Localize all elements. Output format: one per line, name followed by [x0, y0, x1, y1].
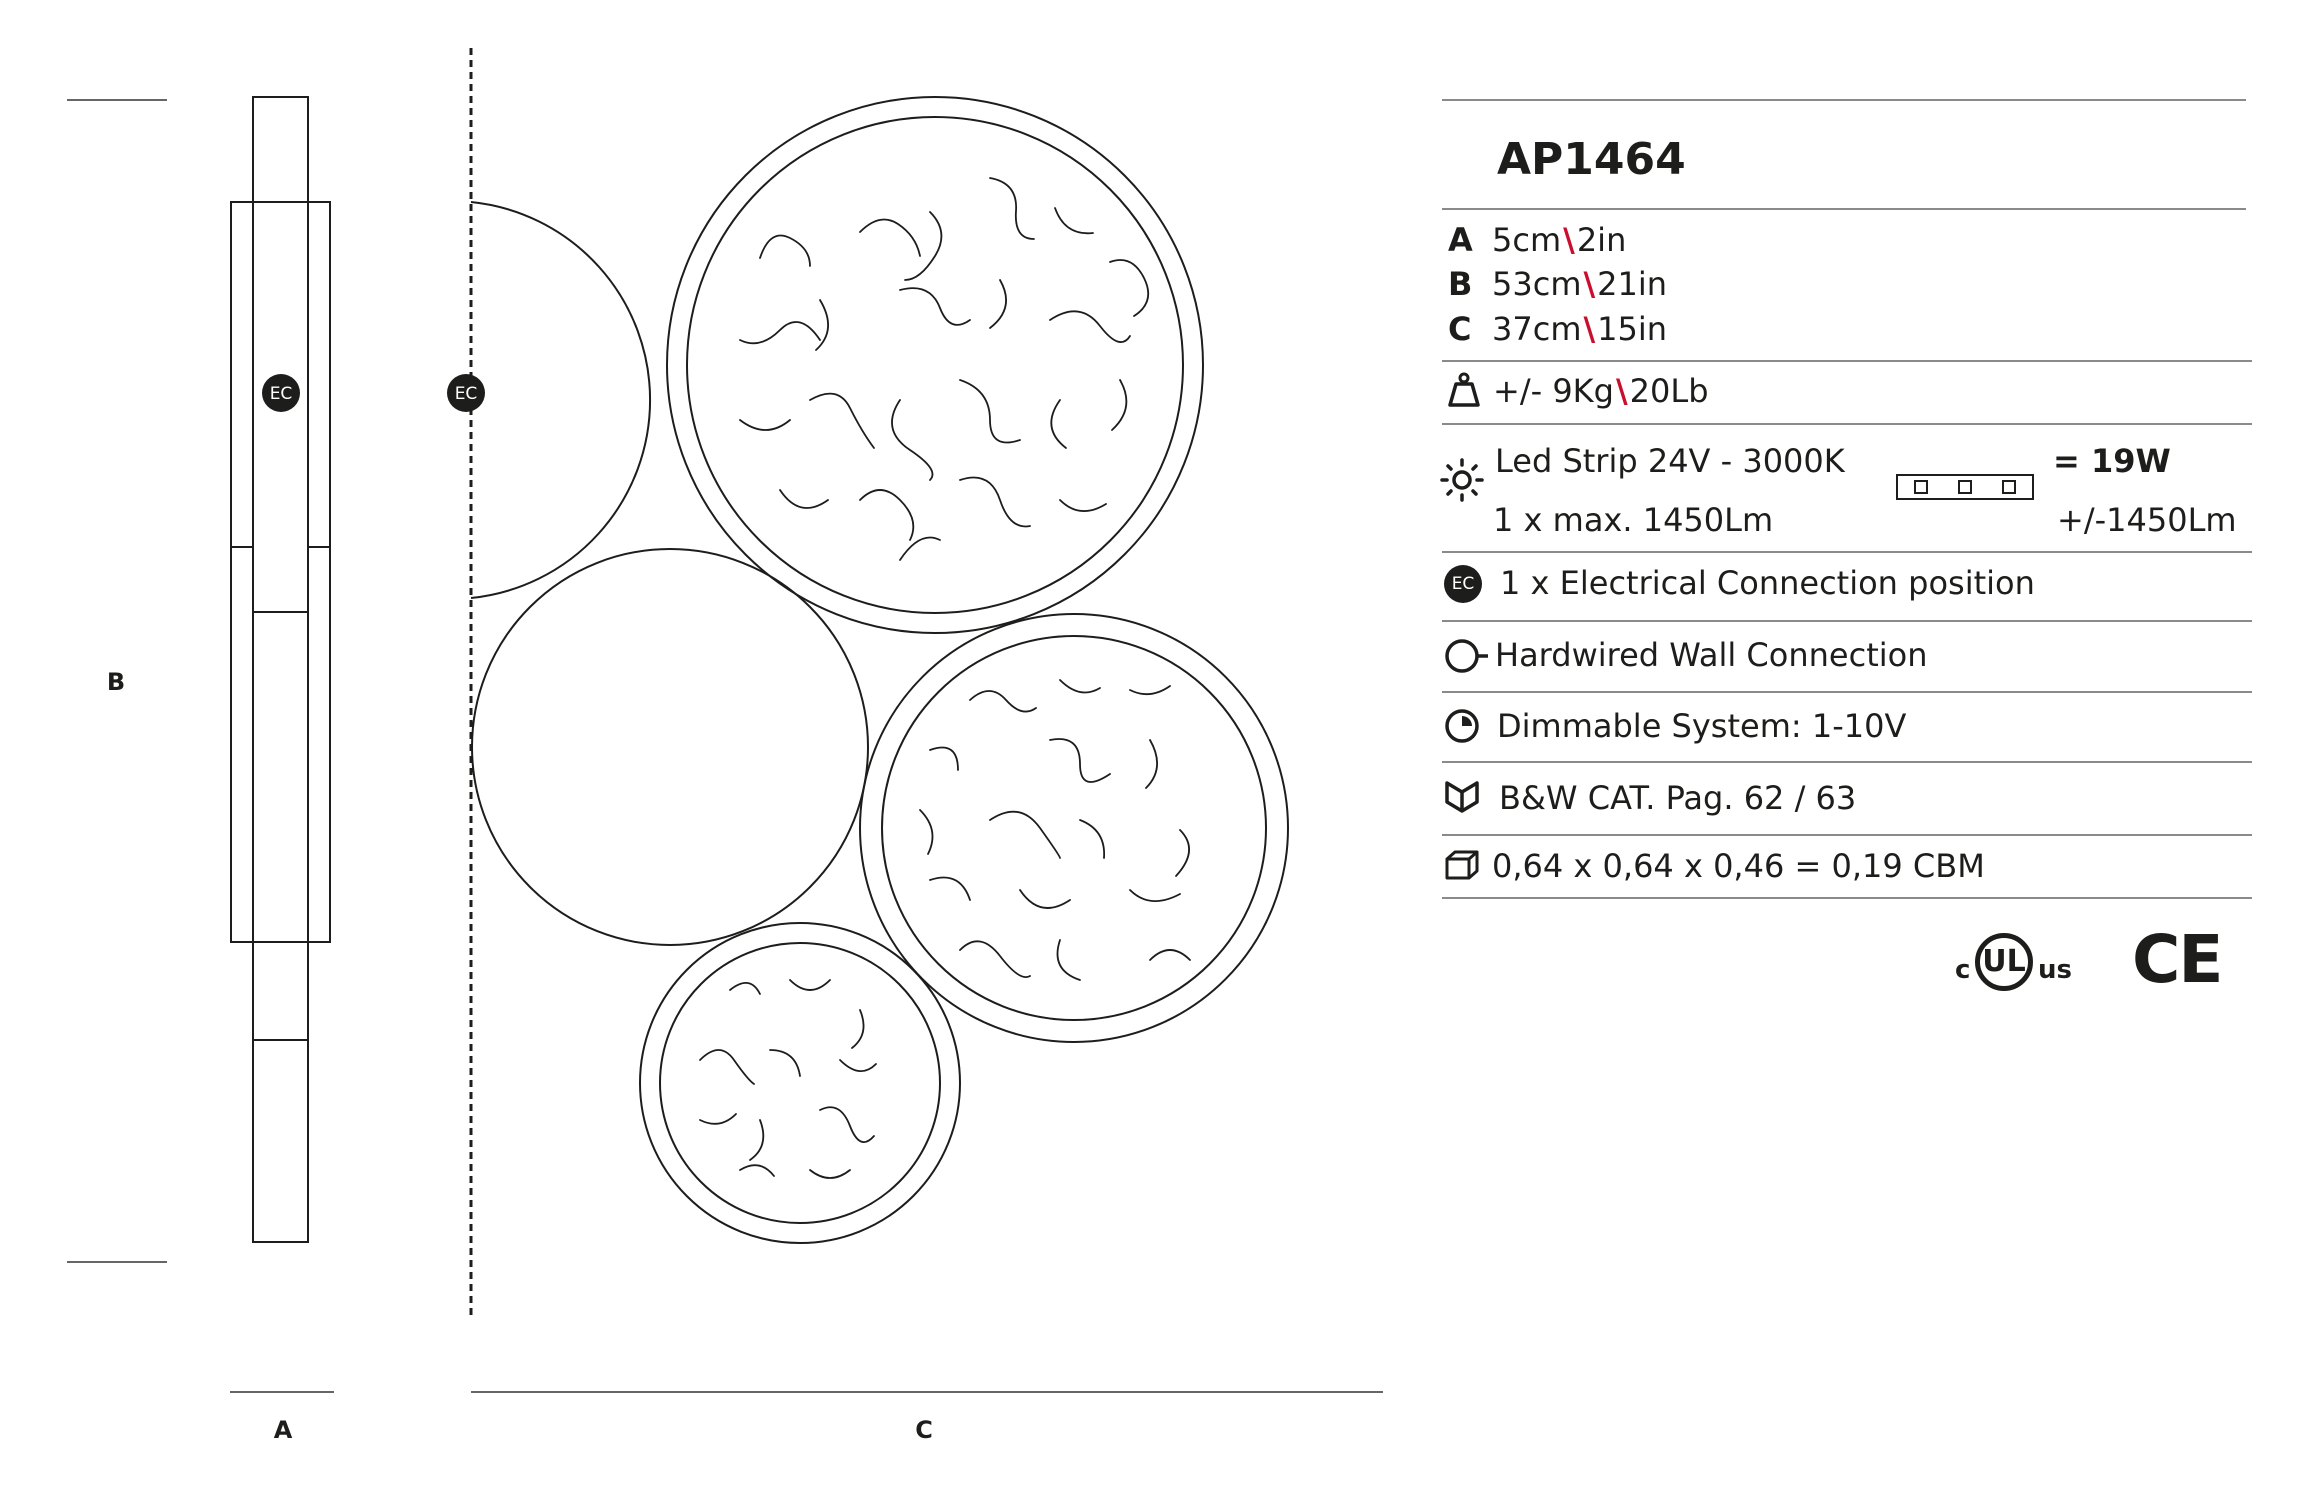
rule-6: [1442, 691, 2252, 693]
dimension-b-label: B: [106, 668, 126, 696]
weight-text: +/- 9Kg\20Lb: [1493, 372, 1709, 410]
rule-8: [1442, 834, 2252, 836]
box-icon: [1444, 849, 1480, 881]
led-strip-icon: [1895, 472, 2035, 502]
dimension-a-label: A: [273, 1416, 293, 1444]
small-disc-inner: [660, 943, 940, 1223]
electrical-text: 1 x Electrical Connection position: [1500, 564, 2035, 602]
medium-disc-pattern: [920, 680, 1190, 980]
sun-icon: [1440, 458, 1484, 502]
rule-9: [1442, 897, 2252, 899]
ec-badge-icon: EC: [1444, 565, 1482, 603]
rule-3: [1442, 423, 2252, 425]
half-disc: [471, 202, 650, 598]
small-disc-pattern: [700, 980, 876, 1178]
catalog-text: B&W CAT. Pag. 62 / 63: [1499, 779, 1857, 817]
rule-top: [1442, 99, 2246, 101]
medium-disc-inner: [882, 636, 1266, 1020]
rule-4: [1442, 551, 2252, 553]
dimension-c-label: C: [915, 1416, 933, 1444]
small-disc-outer: [640, 923, 960, 1243]
catalog-icon: [1444, 780, 1480, 814]
product-code: AP1464: [1497, 134, 1686, 185]
light-lumen: +/-1450Lm: [2057, 501, 2237, 539]
side-view: [231, 97, 330, 1242]
rule-5: [1442, 620, 2252, 622]
ec-marker-front: [447, 374, 485, 412]
dimension-row-a: A 5cm\2in: [1448, 221, 1627, 259]
wall-connection-icon: [1444, 638, 1488, 674]
large-disc-pattern: [740, 178, 1148, 560]
dimension-row-c: C 37cm\15in: [1448, 310, 1668, 348]
wall-connection-text: Hardwired Wall Connection: [1495, 636, 1928, 674]
light-power: = 19W: [2053, 442, 2171, 480]
dimension-row-b: B 53cm\21in: [1448, 265, 1668, 303]
dimming-text: Dimmable System: 1-10V: [1497, 707, 1907, 745]
svg-text:EC: EC: [454, 384, 478, 404]
ec-marker-side: [262, 374, 300, 412]
light-quantity: 1 x max. 1450Lm: [1493, 501, 1774, 539]
ul-certification-mark: c UL us: [1955, 930, 2085, 1000]
large-disc-outer: [667, 97, 1203, 633]
rule-7: [1442, 761, 2252, 763]
rule-1: [1442, 208, 2246, 210]
rule-2: [1442, 360, 2252, 362]
packaging-text: 0,64 x 0,64 x 0,46 = 0,19 CBM: [1492, 847, 1985, 885]
weight-icon: [1448, 372, 1480, 408]
plain-disc: [472, 549, 868, 945]
ce-mark: CE: [2132, 921, 2222, 998]
light-source: Led Strip 24V - 3000K: [1495, 442, 1845, 480]
svg-text:EC: EC: [269, 384, 293, 404]
spec-sheet: [1440, 0, 2250, 1100]
dimmer-icon: [1444, 708, 1480, 744]
